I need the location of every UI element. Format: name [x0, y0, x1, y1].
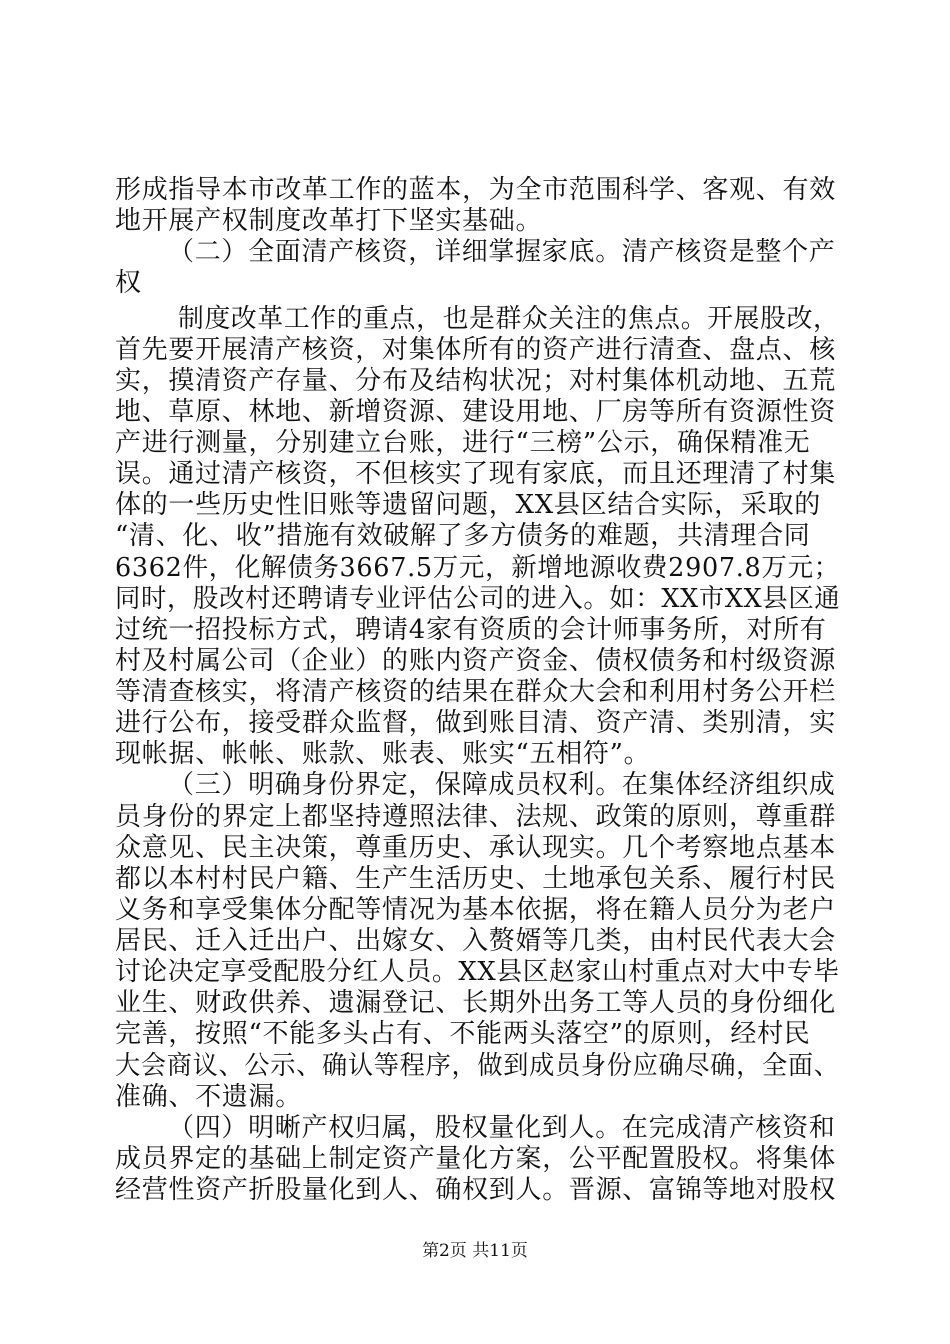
- body-text-line: 讨论决定享受配股分红人员。XX县区赵家山村重点对大中专毕: [115, 957, 840, 987]
- body-text-line: 实，摸清资产存量、分布及结构状况；对村集体机动地、五荒: [115, 366, 836, 396]
- body-text-line: 等清查核实，将清产核资的结果在群众大会和利用村务公开栏: [115, 677, 836, 707]
- body-text-line: 义务和享受集体分配等情况为基本依据，将在籍人员分为老户: [115, 895, 836, 925]
- body-text-line: 准确、不遗漏。: [115, 1082, 302, 1112]
- body-text-line: 权: [115, 268, 142, 298]
- body-text-line: 都以本村村民户籍、生产生活历史、土地承包关系、履行村民: [115, 864, 836, 894]
- body-text-line: 产进行测量，分别建立台账，进行“三榜”公示，确保精准无: [115, 428, 811, 458]
- body-text-line: 居民、迁入迁出户、出嫁女、入赘婿等几类，由村民代表大会: [115, 926, 836, 956]
- body-text-line: 6362件，化解债务3667.5万元，新增地源收费2907.8万元；: [115, 553, 840, 583]
- body-text-line: 首先要开展清产核资，对集体所有的资产进行清查、盘点、核: [115, 335, 836, 365]
- body-text-line: 现帐据、帐帐、账款、账表、账实“五相符”。: [115, 739, 651, 769]
- body-text-line: 业生、财政供养、遗漏登记、长期外出务工等人员的身份细化: [115, 988, 836, 1018]
- body-text-line: 地开展产权制度改革打下坚实基础。: [115, 206, 543, 236]
- body-text-line: 形成指导本市改革工作的蓝本，为全市范围科学、客观、有效: [115, 175, 836, 205]
- body-text-line: 众意见、民主决策，尊重历史、承认现实。几个考察地点基本: [115, 833, 836, 863]
- body-text-line: “清、化、收”措施有效破解了多方债务的难题，共清理合同: [115, 521, 811, 551]
- section-heading-line: （二）全面清产核资，详细掌握家底。清产核资是整个产: [168, 237, 836, 267]
- body-text-line: 地、草原、林地、新增资源、建设用地、厂房等所有资源性资: [115, 397, 836, 427]
- body-text-line: 大会商议、公示、确认等程序，做到成员身份应确尽确，全面、: [115, 1051, 840, 1081]
- page-number-footer: 第2页 共11页: [422, 1241, 528, 1261]
- body-text-line: 误。通过清产核资，不但核实了现有家底，而且还理清了村集: [115, 459, 836, 489]
- body-text-line: 同时，股改村还聘请专业评估公司的进入。如：XX市XX县区通: [115, 584, 841, 614]
- body-text-line: 制度改革工作的重点，也是群众关注的焦点。开展股改，: [178, 304, 840, 334]
- body-text-line: 体的一些历史性旧账等遗留问题，XX县区结合实际，采取的: [115, 490, 821, 520]
- body-text-line: 进行公布，接受群众监督，做到账目清、资产清、类别清，实: [115, 708, 836, 738]
- section-heading-line: （三）明确身份界定，保障成员权利。在集体经济组织成: [168, 770, 836, 800]
- section-heading-line: （四）明晰产权归属，股权量化到人。在完成清产核资和: [168, 1113, 836, 1143]
- body-text-line: 过统一招投标方式，聘请4家有资质的会计师事务所，对所有: [115, 615, 827, 645]
- body-text-line: 经营性资产折股量化到人、确权到人。晋源、富锦等地对股权: [115, 1175, 836, 1205]
- body-text-line: 成员界定的基础上制定资产量化方案，公平配置股权。将集体: [115, 1144, 836, 1174]
- body-text-line: 完善，按照“不能多头占有、不能两头落空”的原则，经村民: [115, 1019, 811, 1049]
- body-text-line: 员身份的界定上都坚持遵照法律、法规、政策的原则，尊重群: [115, 802, 836, 832]
- body-text-line: 村及村属公司（企业）的账内资产资金、债权债务和村级资源: [115, 646, 836, 676]
